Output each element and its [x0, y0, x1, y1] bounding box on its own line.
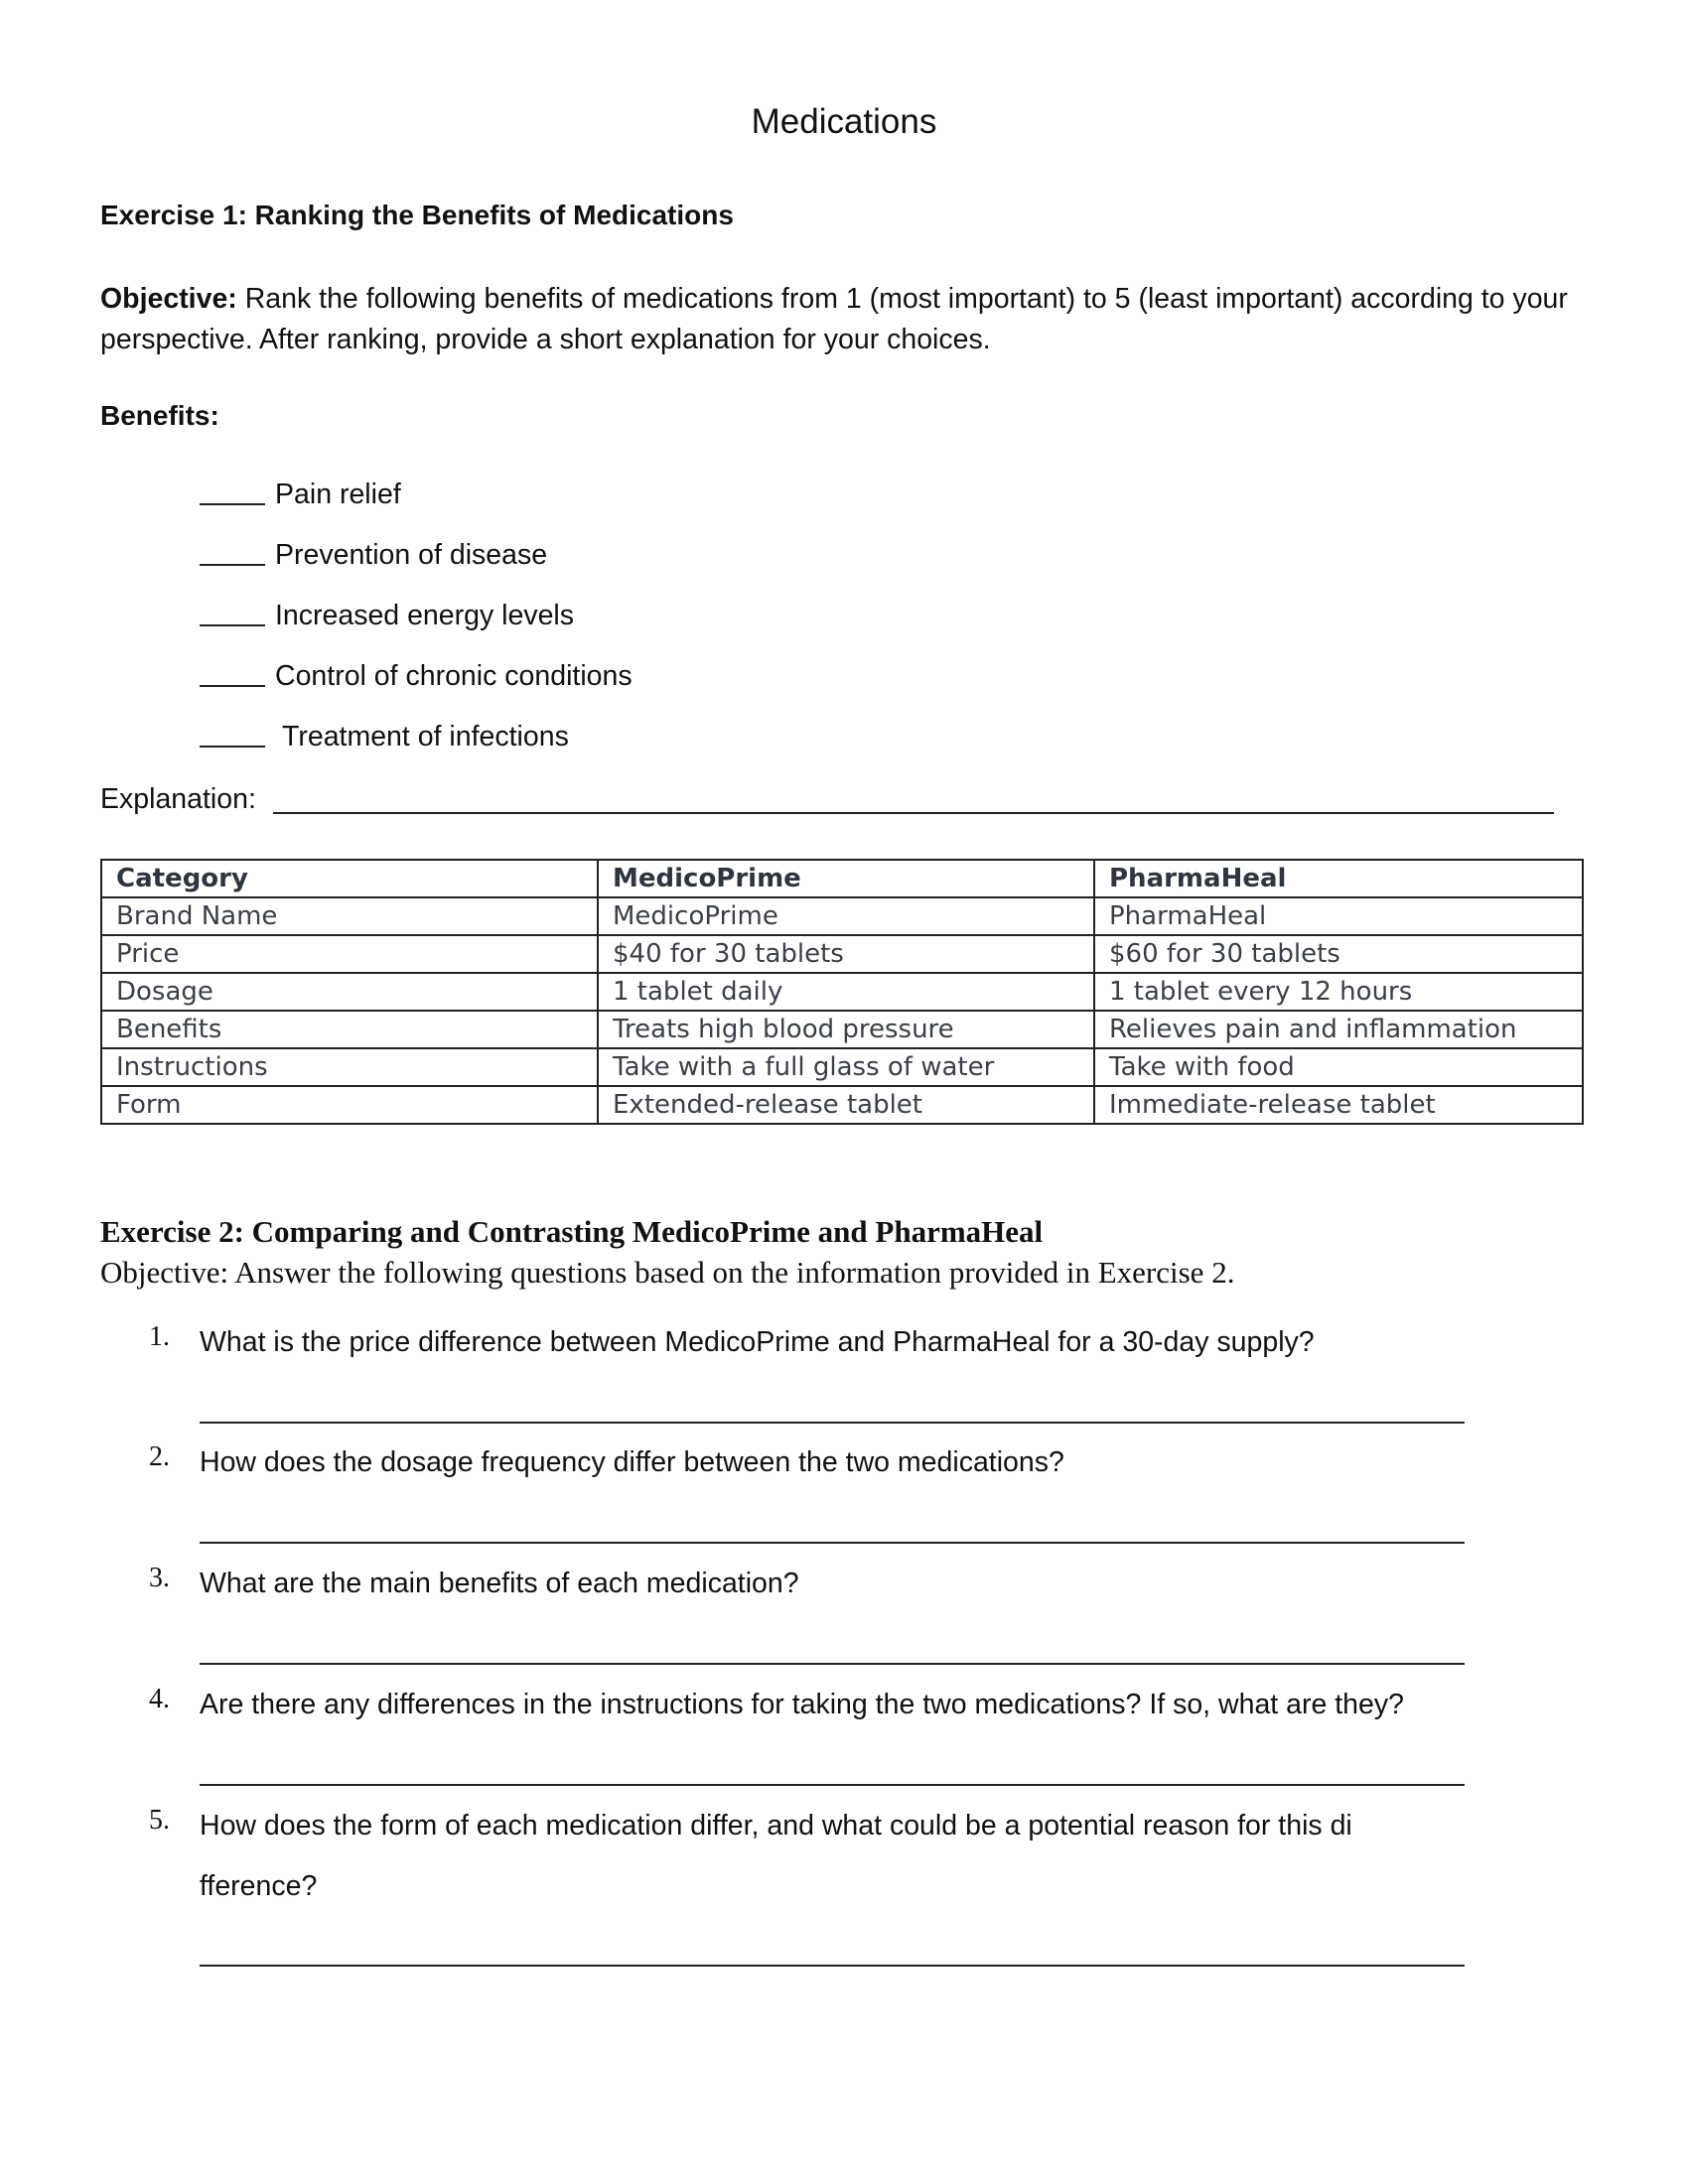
benefit-item	[200, 600, 574, 632]
answer-line[interactable]	[200, 1422, 1465, 1424]
answer-line[interactable]	[200, 1663, 1465, 1665]
table-cell: Take with a full glass of water	[598, 1048, 1094, 1086]
benefit-label: Treatment of infections	[282, 721, 569, 752]
table-cell: MedicoPrime	[598, 897, 1094, 935]
table-cell: Extended-release tablet	[598, 1086, 1094, 1124]
question-number: 4.	[149, 1684, 170, 1714]
exercise1-heading: Exercise 1: Ranking the Benefits of Medications	[100, 200, 734, 230]
benefit-item	[200, 660, 633, 693]
benefit-item	[200, 539, 547, 572]
table-row	[101, 1048, 1583, 1086]
question-text: Are there any differences in the instructions for taking the two medications? If so, what are they?	[200, 1689, 1404, 1720]
table-cell: Form	[101, 1086, 598, 1124]
table-cell: 1 tablet daily	[598, 973, 1094, 1011]
rank-blank[interactable]	[200, 746, 265, 748]
table-row	[101, 1011, 1583, 1048]
benefit-label: Prevention of disease	[275, 539, 548, 571]
benefit-label: Control of chronic conditions	[275, 660, 633, 692]
table-cell: $60 for 30 tablets	[1094, 935, 1583, 973]
table-cell: $40 for 30 tablets	[598, 935, 1094, 973]
table-cell: Price	[101, 935, 598, 973]
table-row	[101, 935, 1583, 973]
table-row	[101, 897, 1583, 935]
question-number: 1.	[149, 1321, 170, 1352]
objective-label: Objective:	[100, 283, 237, 315]
answer-line[interactable]	[200, 1784, 1465, 1786]
answer-line[interactable]	[200, 1542, 1465, 1544]
benefit-item	[200, 721, 569, 753]
benefit-label: Pain relief	[275, 478, 401, 510]
table-cell: 1 tablet every 12 hours	[1094, 973, 1583, 1011]
table-cell: Relieves pain and inflammation	[1094, 1011, 1583, 1048]
question-number: 2.	[149, 1441, 170, 1472]
rank-blank[interactable]	[200, 624, 265, 626]
explanation-answer-line[interactable]	[273, 812, 1554, 814]
table-cell: Take with food	[1094, 1048, 1583, 1086]
objective-text: Rank the following benefits of medications from 1 (most important) to 5 (least important) according to your perspective. After ranking, provide a short explanation for your choices.	[100, 283, 1568, 355]
exercise2-heading: Exercise 2: Comparing and Contrasting MedicoPrime and PharmaHeal	[100, 1214, 1044, 1249]
column-header: MedicoPrime	[598, 860, 1094, 897]
explanation-label: Explanation:	[100, 783, 256, 815]
benefit-item	[200, 478, 401, 511]
question-text: How does the form of each medication differ, and what could be a potential reason for this di fference?	[200, 1810, 1352, 1902]
table-row	[101, 1086, 1583, 1124]
comparison-table	[100, 859, 1584, 1125]
question-text: What are the main benefits of each medication?	[200, 1568, 799, 1599]
table-cell: Dosage	[101, 973, 598, 1011]
table-row	[101, 973, 1583, 1011]
table-cell: PharmaHeal	[1094, 897, 1583, 935]
exercise1-objective	[100, 279, 1590, 360]
rank-blank[interactable]	[200, 685, 265, 687]
table-cell: Brand Name	[101, 897, 598, 935]
answer-line[interactable]	[200, 1965, 1465, 1967]
table-cell: Instructions	[101, 1048, 598, 1086]
benefit-label: Increased energy levels	[275, 600, 575, 631]
table-header-row	[101, 860, 1583, 897]
column-header: PharmaHeal	[1094, 860, 1583, 897]
question-text: What is the price difference between MedicoPrime and PharmaHeal for a 30-day supply?	[200, 1326, 1315, 1358]
table-cell: Benefits	[101, 1011, 598, 1048]
rank-blank[interactable]	[200, 503, 265, 505]
question-number: 3.	[149, 1563, 170, 1593]
question-number: 5.	[149, 1805, 170, 1836]
table-cell: Immediate-release tablet	[1094, 1086, 1583, 1124]
rank-blank[interactable]	[200, 564, 265, 566]
column-header: Category	[101, 860, 598, 897]
exercise2-objective: Objective: Answer the following questions based on the information provided in Exercise 2.	[100, 1255, 1235, 1290]
table-cell: Treats high blood pressure	[598, 1011, 1094, 1048]
page-title: Medications	[751, 102, 937, 141]
benefits-heading: Benefits:	[100, 400, 219, 431]
question-text: How does the dosage frequency differ between the two medications?	[200, 1446, 1064, 1478]
